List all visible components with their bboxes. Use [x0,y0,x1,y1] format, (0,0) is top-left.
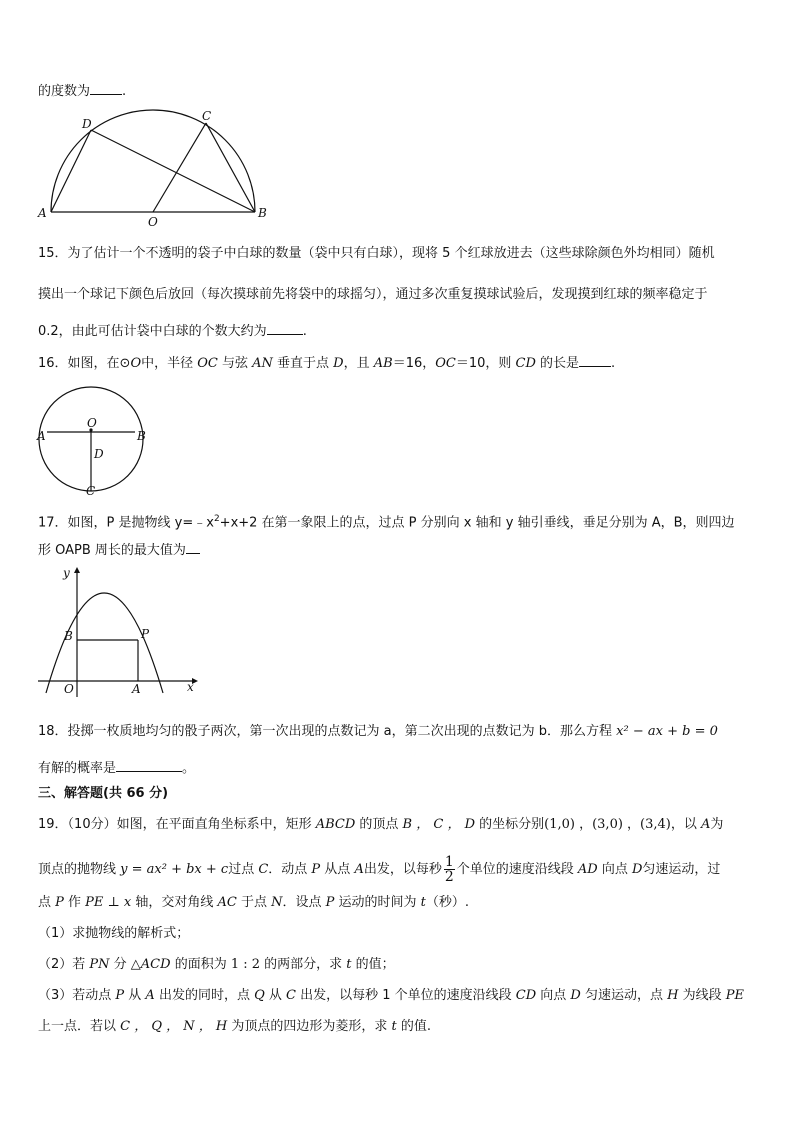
q19-sub2: （2）若 PN 分 △ACD 的面积为 1 : 2 的两部分，求 t 的值； [38,957,395,972]
label-o: O [64,682,74,696]
label-b: B [137,429,146,443]
figure-parabola [36,563,200,699]
q14-text: 的度数为 . [38,84,127,99]
q15-line1: 15．为了估计一个不透明的袋子中白球的数量（袋中只有白球），现将 5 个红球放进去（这些球除颜色外均相同）随机 [38,246,715,261]
label-d: D [94,447,104,461]
label-b: B [64,629,73,643]
label-c: C [86,484,96,498]
q19-line1: 19．（10分）如图，在平面直角坐标系中，矩形 ABCD 的顶点 B ， C ， D 的坐标分别(1,0) ，(3,0) ，(3,4)，以 A为 [38,817,724,832]
q15-line3: 0.2，由此可估计袋中白球的个数大约为 . [38,324,307,339]
label-y: y [63,566,70,580]
q18-line1: 18．投掷一枚质地均匀的骰子两次，第一次出现的点数记为 a，第二次出现的点数记为 b．那么方程 x² − ax + b = 0 [38,724,718,739]
q18-line2: 有解的概率是 。 [38,761,196,776]
label-b: B [258,206,267,220]
label-o: O [148,215,158,228]
q15-line2: 摸出一个球记下颜色后放回（每次摸球前先将袋中的球摇匀），通过多次重复摸球试验后，发现摸到红球的频率稳定于 [38,287,708,302]
q19-sub1: （1）求抛物线的解析式； [38,926,190,941]
q19-line2: 顶点的抛物线 y = ax² + bx + c过点 C．动点 P 从点 A出发，以每秒 $\frac{1}{2}$ 个单位的速度沿线段 AD 向点 D匀速运动，过 [38,854,721,885]
q16-text: 16．如图，在⊙O中，半径 OC 与弦 AN 垂直于点 D，且 AB＝16，OC＝10，则 CD 的长是 . [38,356,616,371]
q19-sub3-line1: （3）若动点 P 从 A 出发的同时，点 Q 从 C 出发，以每秒 1 个单位的速度沿线段 CD 向点 D 匀速运动，点 H 为线段 PE [38,988,744,1003]
label-a: A [132,682,141,696]
label-x: x [187,680,194,694]
q17-line1: 17．如图，P 是抛物线 $y=﹣x^2+x+2$ 在第一象限上的点，过点 P 分别向 x 轴和 y 轴引垂线，垂足分别为 A，B，则四边 [38,514,735,531]
figure-circle [34,384,154,500]
figure-semicircle [36,108,276,228]
fraction-half: $\frac{1}{2}$ [444,854,454,885]
q19-line3: 点 P 作 PE ⊥ x 轴，交对角线 AC 于点 N．设点 P 运动的时间为 t（秒）. [38,895,469,910]
q19-sub3-line2: 上一点．若以 C ， Q ， N ， H 为顶点的四边形为菱形，求 t 的值. [38,1019,432,1034]
label-c: C [202,109,212,123]
label-d: D [82,117,92,131]
answer-blank [267,322,303,335]
answer-blank [579,354,611,367]
section-title: 三、解答题(共 66 分) [38,786,169,801]
label-p: P [141,627,150,641]
q17-line2: 形 OAPB 周长的最大值为 [38,541,200,560]
answer-blank [116,759,182,772]
label-o: O [87,416,97,430]
answer-blank [186,541,200,554]
answer-blank [90,82,122,95]
label-a: A [38,206,47,220]
label-a: A [37,429,46,443]
